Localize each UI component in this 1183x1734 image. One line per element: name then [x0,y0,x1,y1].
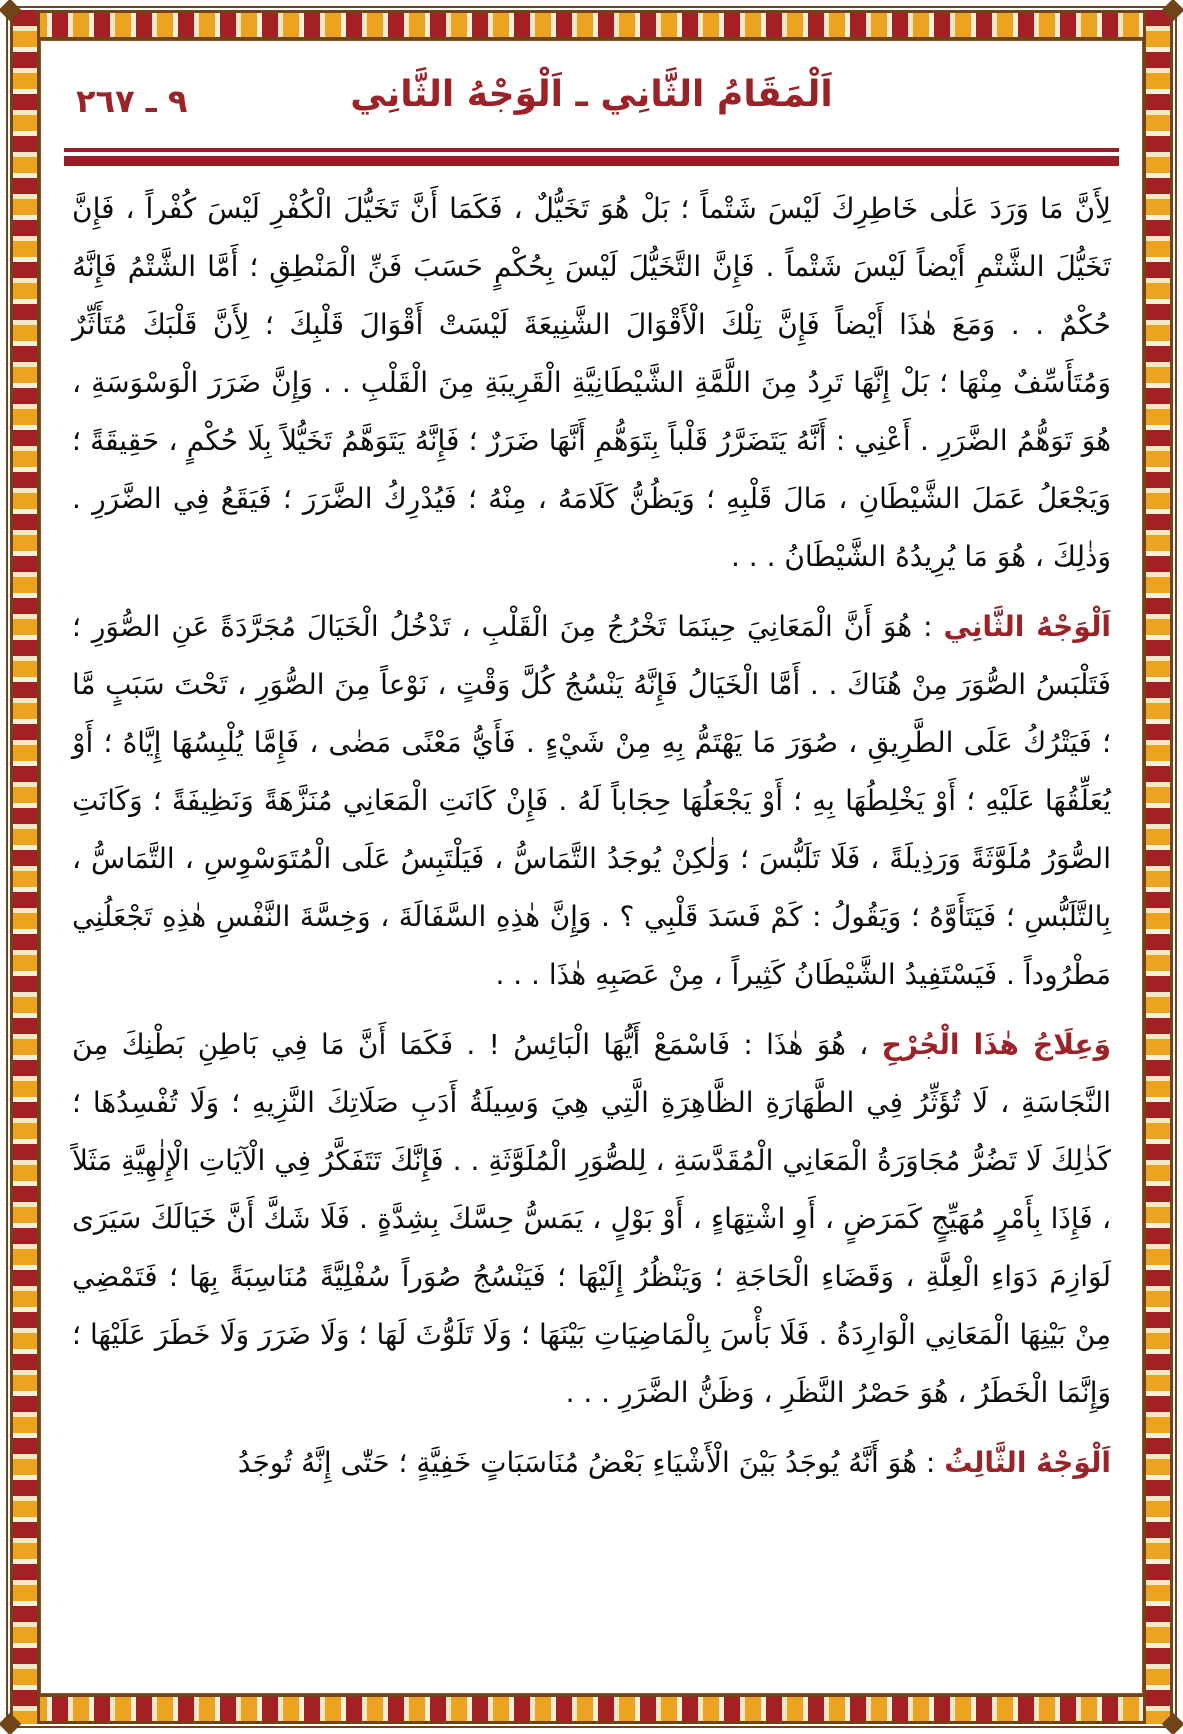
chain-border-bottom-icon [10,1694,1173,1724]
paragraph-text: ، هُوَ هٰذَا : فَاسْمَعْ أَيُّهَا الْبَائِسُ ! . فَكَمَا أَنَّ مَا فِي بَاطِنِ بَطْنِكَ مِنَ النَّجَاسَةِ ، لَا تُؤَثِّرُ فِي الطَّهَارَةِ الظَّاهِرَةِ الَّتِي هِيَ وَسِيلَةُ أَدَبِ صَلَاتِكَ النَّزِيهِ ؛ وَلَا تُفْسِدُهَا ؛ كَذٰلِكَ لَا تَضُرُّ مُجَاوَرَةُ الْمَعَانِي الْمُقَدَّسَةِ ، لِلصُّوَرِ الْمُلَوَّثَةِ . . فَإِنَّكَ تَتَفَكَّرُ فِي الْآيَاتِ الْإِلٰهِيَّةِ مَثَلاً ، فَإِذَا بِأَمْرٍ مُهَيِّجٍ كَمَرَضٍ ، أَوِ اشْتِهَاءٍ ، أَوْ بَوْلٍ ، يَمَسُّ حِسَّكَ بِشِدَّةٍ . فَلَا شَكَّ أَنَّ خَيَالَكَ سَيَرَى لَوَازِمَ دَوَاءِ الْعِلَّةِ ، وَقَضَاءِ الْحَاجَةِ ؛ وَيَنْظُرُ إِلَيْهَا ؛ فَيَنْسُجُ صُوَراً سُفْلِيَّةً مُنَاسِبَةً بِهَا ؛ فَتَمْضِي مِنْ بَيْنِهَا الْمَعَانِي الْوَارِدَةُ . فَلَا بَأْسَ بِالْمَاضِيَاتِ بَيْنَهَا ؛ وَلَا تَلَوُّثَ لَهَا ؛ وَلَا ضَرَرَ وَلَا خَطَرَ عَلَيْهَا ؛ وَإِنَّمَا الْخَطَرُ ، هُوَ حَصْرُ النَّظَرِ ، وَظَنُّ الضَّرَرِ . . . [72,1028,1111,1409]
page-title: اَلْمَقَامُ الثَّانِي ـ اَلْوَجْهُ الثَّانِي [350,74,833,115]
corner-ornament-icon [0,1713,21,1734]
paragraph-lead: اَلْوَجْهُ الثَّالِثُ [944,1446,1111,1479]
chain-border-right-icon [1143,10,1173,1724]
paragraph [72,1434,1111,1492]
paragraph-text: : هُوَ أَنَّ الْمَعَانِيَ حِينَمَا تَخْرُجُ مِنَ الْقَلْبِ ، تَدْخُلُ الْخَيَالَ مُجَرَّدَةً عَنِ الصُّوَرِ ؛ فَتَلْبَسُ الصُّوَرَ مِنْ هُنَاكَ . . أَمَّا الْخَيَالُ فَإِنَّهُ يَنْسُجُ كُلَّ وَقْتٍ ، نَوْعاً مِنَ الصُّوَرِ ، تَحْتَ سَبَبٍ مَّا ؛ فَيَتْرُكُ عَلَى الطَّرِيقِ ، صُوَرَ مَا يَهْتَمُّ بِهِ مِنْ شَيْءٍ . فَأَيُّ مَعْنًى مَضٰى ، فَإِمَّا يُلْبِسُهَا إِيَّاهُ ؛ أَوْ يُعَلِّقُهَا عَلَيْهِ ؛ أَوْ يَخْلِطُهَا بِهِ ؛ أَوْ يَجْعَلُهَا حِجَاباً لَهُ . فَإِنْ كَانَتِ الْمَعَانِي مُنَزَّهَةً وَنَظِيفَةً ؛ وَكَانَتِ الصُّوَرُ مُلَوَّثَةً وَرَذِيلَةً ، فَلَا تَلَبُّسَ ؛ وَلٰكِنْ يُوجَدُ التَّمَاسُّ ، فَيَلْتَبِسُ عَلَى الْمُتَوَسْوِسِ ، التَّمَاسُّ ، بِالتَّلَبُّسِ ؛ فَيَتَأَوَّهُ ؛ وَيَقُولُ : كَمْ فَسَدَ قَلْبِي ؟ . وَإِنَّ هٰذِهِ السَّفَالَةَ ، وَخِسَّةَ النَّفْسِ هٰذِهِ تَجْعَلُنِي مَطْرُوداً . فَيَسْتَفِيدُ الشَّيْطَانُ كَثِيراً ، مِنْ عَصَبِهِ هٰذَا . . . [72,610,1111,991]
paragraph [72,1016,1111,1422]
chain-border-left-icon [10,10,40,1724]
chain-border-top-icon [10,10,1173,40]
corner-ornament-icon [1162,1713,1183,1734]
corner-ornament-icon [1162,0,1183,21]
corner-ornament-icon [0,0,21,21]
paragraph-lead: وَعِلَاجُ هٰذَا الْجُرْحِ [881,1028,1112,1061]
page-header [62,48,1121,144]
paragraph [72,598,1111,1004]
page-content [62,48,1121,1686]
paragraph-lead: اَلْوَجْهُ الثَّانِي [943,610,1111,643]
paragraph [72,180,1111,586]
header-divider-thick-line [64,156,1119,166]
paragraph-text: : هُوَ أَنَّهُ يُوجَدُ بَيْنَ الْأَشْيَاءِ بَعْضُ مُنَاسَبَاتٍ خَفِيَّةٍ ؛ حَتّٰى إِنَّهُ تُوجَدُ [237,1446,945,1479]
header-divider [64,148,1119,166]
body-text [62,180,1121,1492]
paragraph-text: لِأَنَّ مَا وَرَدَ عَلٰى خَاطِرِكَ لَيْسَ شَتْماً ؛ بَلْ هُوَ تَخَيُّلٌ ، فَكَمَا أَنَّ تَخَيُّلَ الْكُفْرِ لَيْسَ كُفْراً ، فَإِنَّ تَخَيُّلَ الشَّتْمِ أَيْضاً لَيْسَ شَتْماً . فَإِنَّ التَّخَيُّلَ لَيْسَ بِحُكْمٍ حَسَبَ فَنِّ الْمَنْطِقِ ؛ أَمَّا الشَّتْمُ فَإِنَّهُ حُكْمٌ . . وَمَعَ هٰذَا أَيْضاً فَإِنَّ تِلْكَ الْأَقْوَالَ الشَّنِيعَةَ لَيْسَتْ أَقْوَالَ قَلْبِكَ ؛ لِأَنَّ قَلْبَكَ مُتَأَثِّرٌ وَمُتَأَسِّفٌ مِنْهَا ؛ بَلْ إِنَّهَا تَرِدُ مِنَ اللَّمَّةِ الشَّيْطَانِيَّةِ الْقَرِيبَةِ مِنَ الْقَلْبِ . . وَإِنَّ ضَرَرَ الْوَسْوَسَةِ ، هُوَ تَوَهُّمُ الضَّرَرِ . أَعْنِي : أَنَّهُ يَتَضَرَّرُ قَلْباً بِتَوَهُّمِ أَنَّهَا ضَرَرٌ ؛ فَإِنَّهُ يَتَوَهَّمُ تَخَيُّلاً بِلَا حُكْمٍ ، حَقِيقَةً ؛ وَيَجْعَلُ عَمَلَ الشَّيْطَانِ ، مَالَ قَلْبِهِ ؛ وَيَظُنُّ كَلَامَهُ ، مِنْهُ ؛ فَيُدْرِكُ الضَّرَرَ ؛ فَيَقَعُ فِي الضَّرَرِ . وَذٰلِكَ ، هُوَ مَا يُرِيدُهُ الشَّيْطَانُ . . . [72,192,1111,573]
page-number: ٩ ـ ٢٦٧ [76,82,188,120]
